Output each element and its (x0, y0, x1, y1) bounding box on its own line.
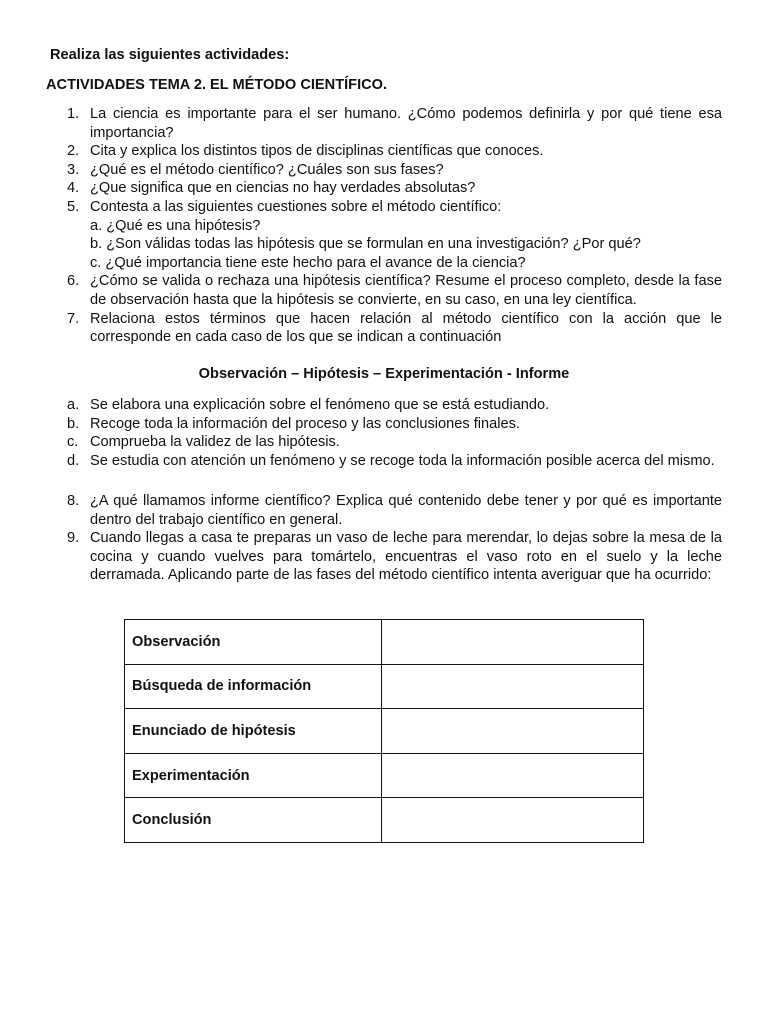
answer-cell[interactable] (381, 709, 643, 754)
table-row (125, 709, 644, 754)
intro-text: Realiza las siguientes actividades: (50, 47, 290, 63)
action-text: Recoge toda la información del proceso y las conclusiones finales. (90, 415, 520, 432)
question-item (0, 179, 768, 198)
table-row-label: Observación (125, 620, 382, 665)
sub-question: b. ¿Son válidas todas las hipótesis que se formulan en una investigación? ¿Por qué? (90, 236, 641, 253)
table-row-label: Búsqueda de información (125, 664, 382, 709)
question-item (0, 105, 768, 142)
question-text: ¿A qué llamamos informe científico? Explica qué contenido debe tener y por qué es importante dentro del trabajo científico en general. (90, 493, 722, 528)
question-number: 1. (67, 106, 80, 122)
question-item (0, 272, 768, 309)
sub-question: a. ¿Qué es una hipótesis? (90, 217, 261, 234)
question-item (0, 161, 768, 180)
table-row (125, 620, 644, 665)
action-item (0, 396, 768, 415)
question-list-part1 (0, 105, 768, 347)
question-item (0, 529, 768, 585)
question-number: 8. (67, 493, 80, 509)
answer-cell[interactable] (381, 798, 643, 843)
action-letter: d. (67, 452, 80, 469)
scientific-method-table (124, 619, 644, 843)
question-item (0, 198, 768, 272)
action-list (0, 396, 768, 470)
question-item (0, 492, 768, 529)
sub-question: c. ¿Qué importancia tiene este hecho para el avance de la ciencia? (90, 254, 526, 271)
question-text: ¿Qué es el método científico? ¿Cuáles son sus fases? (90, 161, 444, 178)
question-number: 3. (67, 161, 80, 178)
question-text: ¿Cómo se valida o rechaza una hipótesis científica? Resume el proceso completo, desde la fase de observación hasta que la hipótesis se convierte, en su caso, en una ley científica. (90, 273, 722, 308)
action-text: Se estudia con atención un fenómeno y se recoge toda la información posible acerca del mismo. (90, 452, 715, 469)
question-number: 6. (67, 273, 80, 290)
table-row (125, 798, 644, 843)
action-item (0, 415, 768, 434)
question-text: Cuando llegas a casa te preparas un vaso de leche para merendar, lo dejas sobre la mesa de la cocina y cuando vuelves para tomártelo, encuentras el vaso roto en el suelo y la leche derramada. Aplicando parte de las fases del método científico intenta averiguar que ha ocurrido: (90, 530, 722, 584)
question-list-part2 (0, 492, 768, 585)
question-number: 2. (67, 143, 80, 160)
action-text: Comprueba la validez de las hipótesis. (90, 434, 340, 451)
question-text: Cita y explica los distintos tipos de disciplinas científicas que conoces. (90, 143, 544, 160)
table-row (125, 664, 644, 709)
action-letter: c. (67, 434, 79, 451)
table-row-label: Enunciado de hipótesis (125, 709, 382, 754)
question-item (0, 310, 768, 347)
answer-cell[interactable] (381, 664, 643, 709)
question-text: ¿Que significa que en ciencias no hay verdades absolutas? (90, 180, 476, 197)
action-letter: b. (67, 415, 80, 432)
answer-cell[interactable] (381, 620, 643, 665)
question-number: 7. (67, 310, 80, 327)
question-text: Relaciona estos términos que hacen relación al método científico con la acción que le corresponde en cada caso de los que se indican a continuación (90, 310, 722, 346)
question-number: 9. (67, 530, 80, 547)
action-item (0, 452, 768, 471)
page-title: ACTIVIDADES TEMA 2. EL MÉTODO CIENTÍFICO. (46, 77, 388, 93)
question-item (0, 142, 768, 161)
action-text: Se elabora una explicación sobre el fenómeno que se está estudiando. (90, 397, 550, 413)
terms-heading: Observación – Hipótesis – Experimentación - Informe (198, 366, 570, 382)
question-text: La ciencia es importante para el ser humano. ¿Cómo podemos definirla y por qué tiene esa importancia? (90, 106, 722, 141)
question-number: 4. (67, 180, 80, 197)
action-letter: a. (67, 397, 80, 413)
question-number: 5. (67, 198, 80, 215)
action-item (0, 433, 768, 452)
answer-cell[interactable] (381, 753, 643, 798)
question-text: Contesta a las siguientes cuestiones sobre el método científico: (90, 198, 502, 215)
table-row-label: Experimentación (125, 753, 382, 798)
table-row-label: Conclusión (125, 798, 382, 843)
table-row (125, 753, 644, 798)
